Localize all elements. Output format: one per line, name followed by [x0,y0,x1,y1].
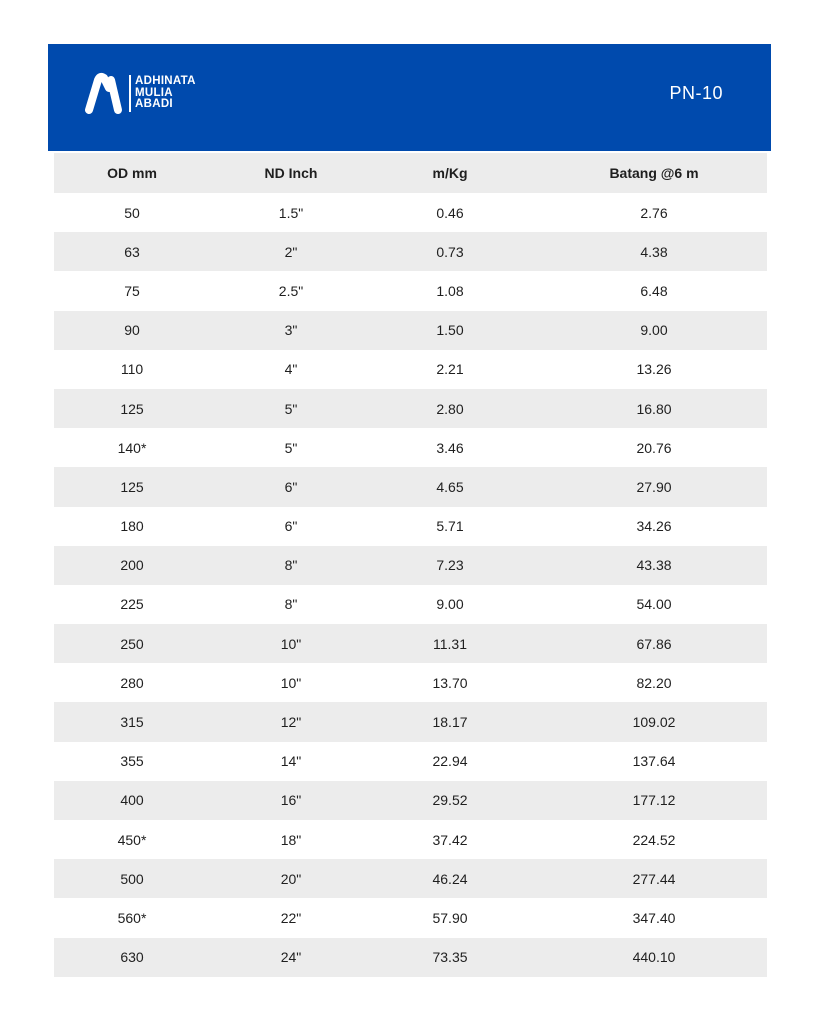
cell-nd: 2.5" [278,282,304,299]
cell-mkg: 5.71 [436,518,464,535]
cell-batang: 43.38 [636,557,672,574]
cell-od: 50 [124,204,140,221]
table-row [54,507,767,546]
table-row [54,467,767,506]
company-logo [85,72,215,124]
cell-batang: 347.40 [632,909,676,926]
cell-batang: 4.38 [640,243,668,260]
cell-od: 140* [117,439,147,456]
logo-mark-icon [85,72,127,116]
cell-od: 280 [120,674,144,691]
cell-mkg: 7.23 [436,557,464,574]
cell-od: 450* [117,831,147,848]
cell-batang: 13.26 [636,361,672,378]
cell-od: 500 [120,870,144,887]
table-row [54,585,767,624]
table-row [54,389,767,428]
cell-mkg: 73.35 [432,949,468,966]
cell-od: 400 [120,792,144,809]
cell-mkg: 1.08 [436,282,464,299]
brand-name [135,76,196,111]
cell-od: 125 [120,478,144,495]
brand-line-2: MULIA [135,86,173,99]
column-header-batang: Batang @6 m [609,165,699,181]
cell-od: 110 [120,361,144,378]
cell-nd: 10" [280,674,302,691]
table-row [54,859,767,898]
cell-batang: 34.26 [636,518,672,535]
cell-od: 630 [120,949,144,966]
cell-mkg: 11.31 [433,635,467,652]
pressure-class-label: PN-10 [669,83,723,103]
table-row [54,350,767,389]
column-header-mkg: m/Kg [432,165,468,181]
table-row [54,742,767,781]
header-banner [48,44,771,151]
cell-nd: 24" [280,949,302,966]
cell-mkg: 22.94 [432,753,468,770]
cell-od: 225 [120,596,144,613]
cell-nd: 4" [284,361,298,378]
cell-batang: 6.48 [640,282,668,299]
cell-mkg: 18.17 [432,714,468,731]
cell-od: 200 [120,557,144,574]
table-row [54,781,767,820]
cell-batang: 82.20 [636,674,672,691]
cell-mkg: 4.65 [436,478,464,495]
cell-mkg: 46.24 [432,870,468,887]
cell-mkg: 0.73 [436,243,464,260]
cell-batang: 20.76 [636,439,672,456]
cell-nd: 8" [284,596,298,613]
cell-mkg: 2.21 [436,361,464,378]
cell-nd: 14" [280,753,302,770]
cell-batang: 27.90 [636,478,672,495]
cell-nd: 5" [284,400,298,417]
table-row [54,820,767,859]
cell-od: 180 [120,518,144,535]
cell-mkg: 13.70 [432,674,468,691]
table-row [54,271,767,310]
cell-nd: 16" [280,792,302,809]
cell-batang: 16.80 [636,400,672,417]
cell-nd: 20" [280,870,302,887]
cell-mkg: 9.00 [436,596,464,613]
cell-mkg: 2.80 [436,400,464,417]
cell-nd: 8" [284,557,298,574]
cell-od: 125 [120,400,144,417]
cell-od: 250 [120,635,144,652]
table-row [54,898,767,937]
cell-nd: 6" [284,518,298,535]
table-row [54,938,767,977]
cell-batang: 440.10 [632,949,676,966]
table-row [54,232,767,271]
brand-line-3: ABADI [135,98,173,110]
cell-nd: 10" [280,635,302,652]
cell-nd: 2" [284,243,298,260]
column-header-nd: ND Inch [264,165,318,181]
cell-batang: 54.00 [636,596,672,613]
cell-batang: 277.44 [632,870,676,887]
cell-batang: 2.76 [640,204,668,221]
table-row [54,428,767,467]
cell-mkg: 1.50 [436,322,464,339]
cell-mkg: 29.52 [432,792,468,809]
table-row [54,702,767,741]
table-header-row [54,153,767,193]
table-row [54,546,767,585]
cell-nd: 12" [280,714,302,731]
cell-batang: 224.52 [632,831,676,848]
cell-od: 355 [120,753,144,770]
cell-nd: 3" [284,322,298,339]
table-row [54,311,767,350]
brand-line-1: ADHINATA [135,75,196,87]
cell-nd: 6" [284,478,298,495]
cell-mkg: 37.42 [432,831,468,848]
cell-nd: 18" [280,831,302,848]
pipe-spec-table [54,153,767,977]
cell-mkg: 0.46 [436,204,464,221]
cell-od: 315 [120,714,144,731]
cell-mkg: 57.90 [432,909,468,926]
cell-od: 63 [124,243,140,260]
cell-batang: 67.86 [636,635,672,652]
cell-nd: 1.5" [278,204,304,221]
cell-od: 560* [117,909,147,926]
cell-batang: 177.12 [632,792,676,809]
cell-nd: 5" [284,439,298,456]
cell-od: 90 [124,322,140,339]
column-header-od: OD mm [107,165,157,181]
cell-batang: 137.64 [632,753,676,770]
logo-divider [129,75,131,112]
cell-nd: 22" [280,909,302,926]
table-row [54,663,767,702]
table-row [54,193,767,232]
cell-batang: 109.02 [632,714,676,731]
cell-od: 75 [124,282,140,299]
cell-mkg: 3.46 [436,439,464,456]
cell-batang: 9.00 [640,322,668,339]
table-row [54,624,767,663]
